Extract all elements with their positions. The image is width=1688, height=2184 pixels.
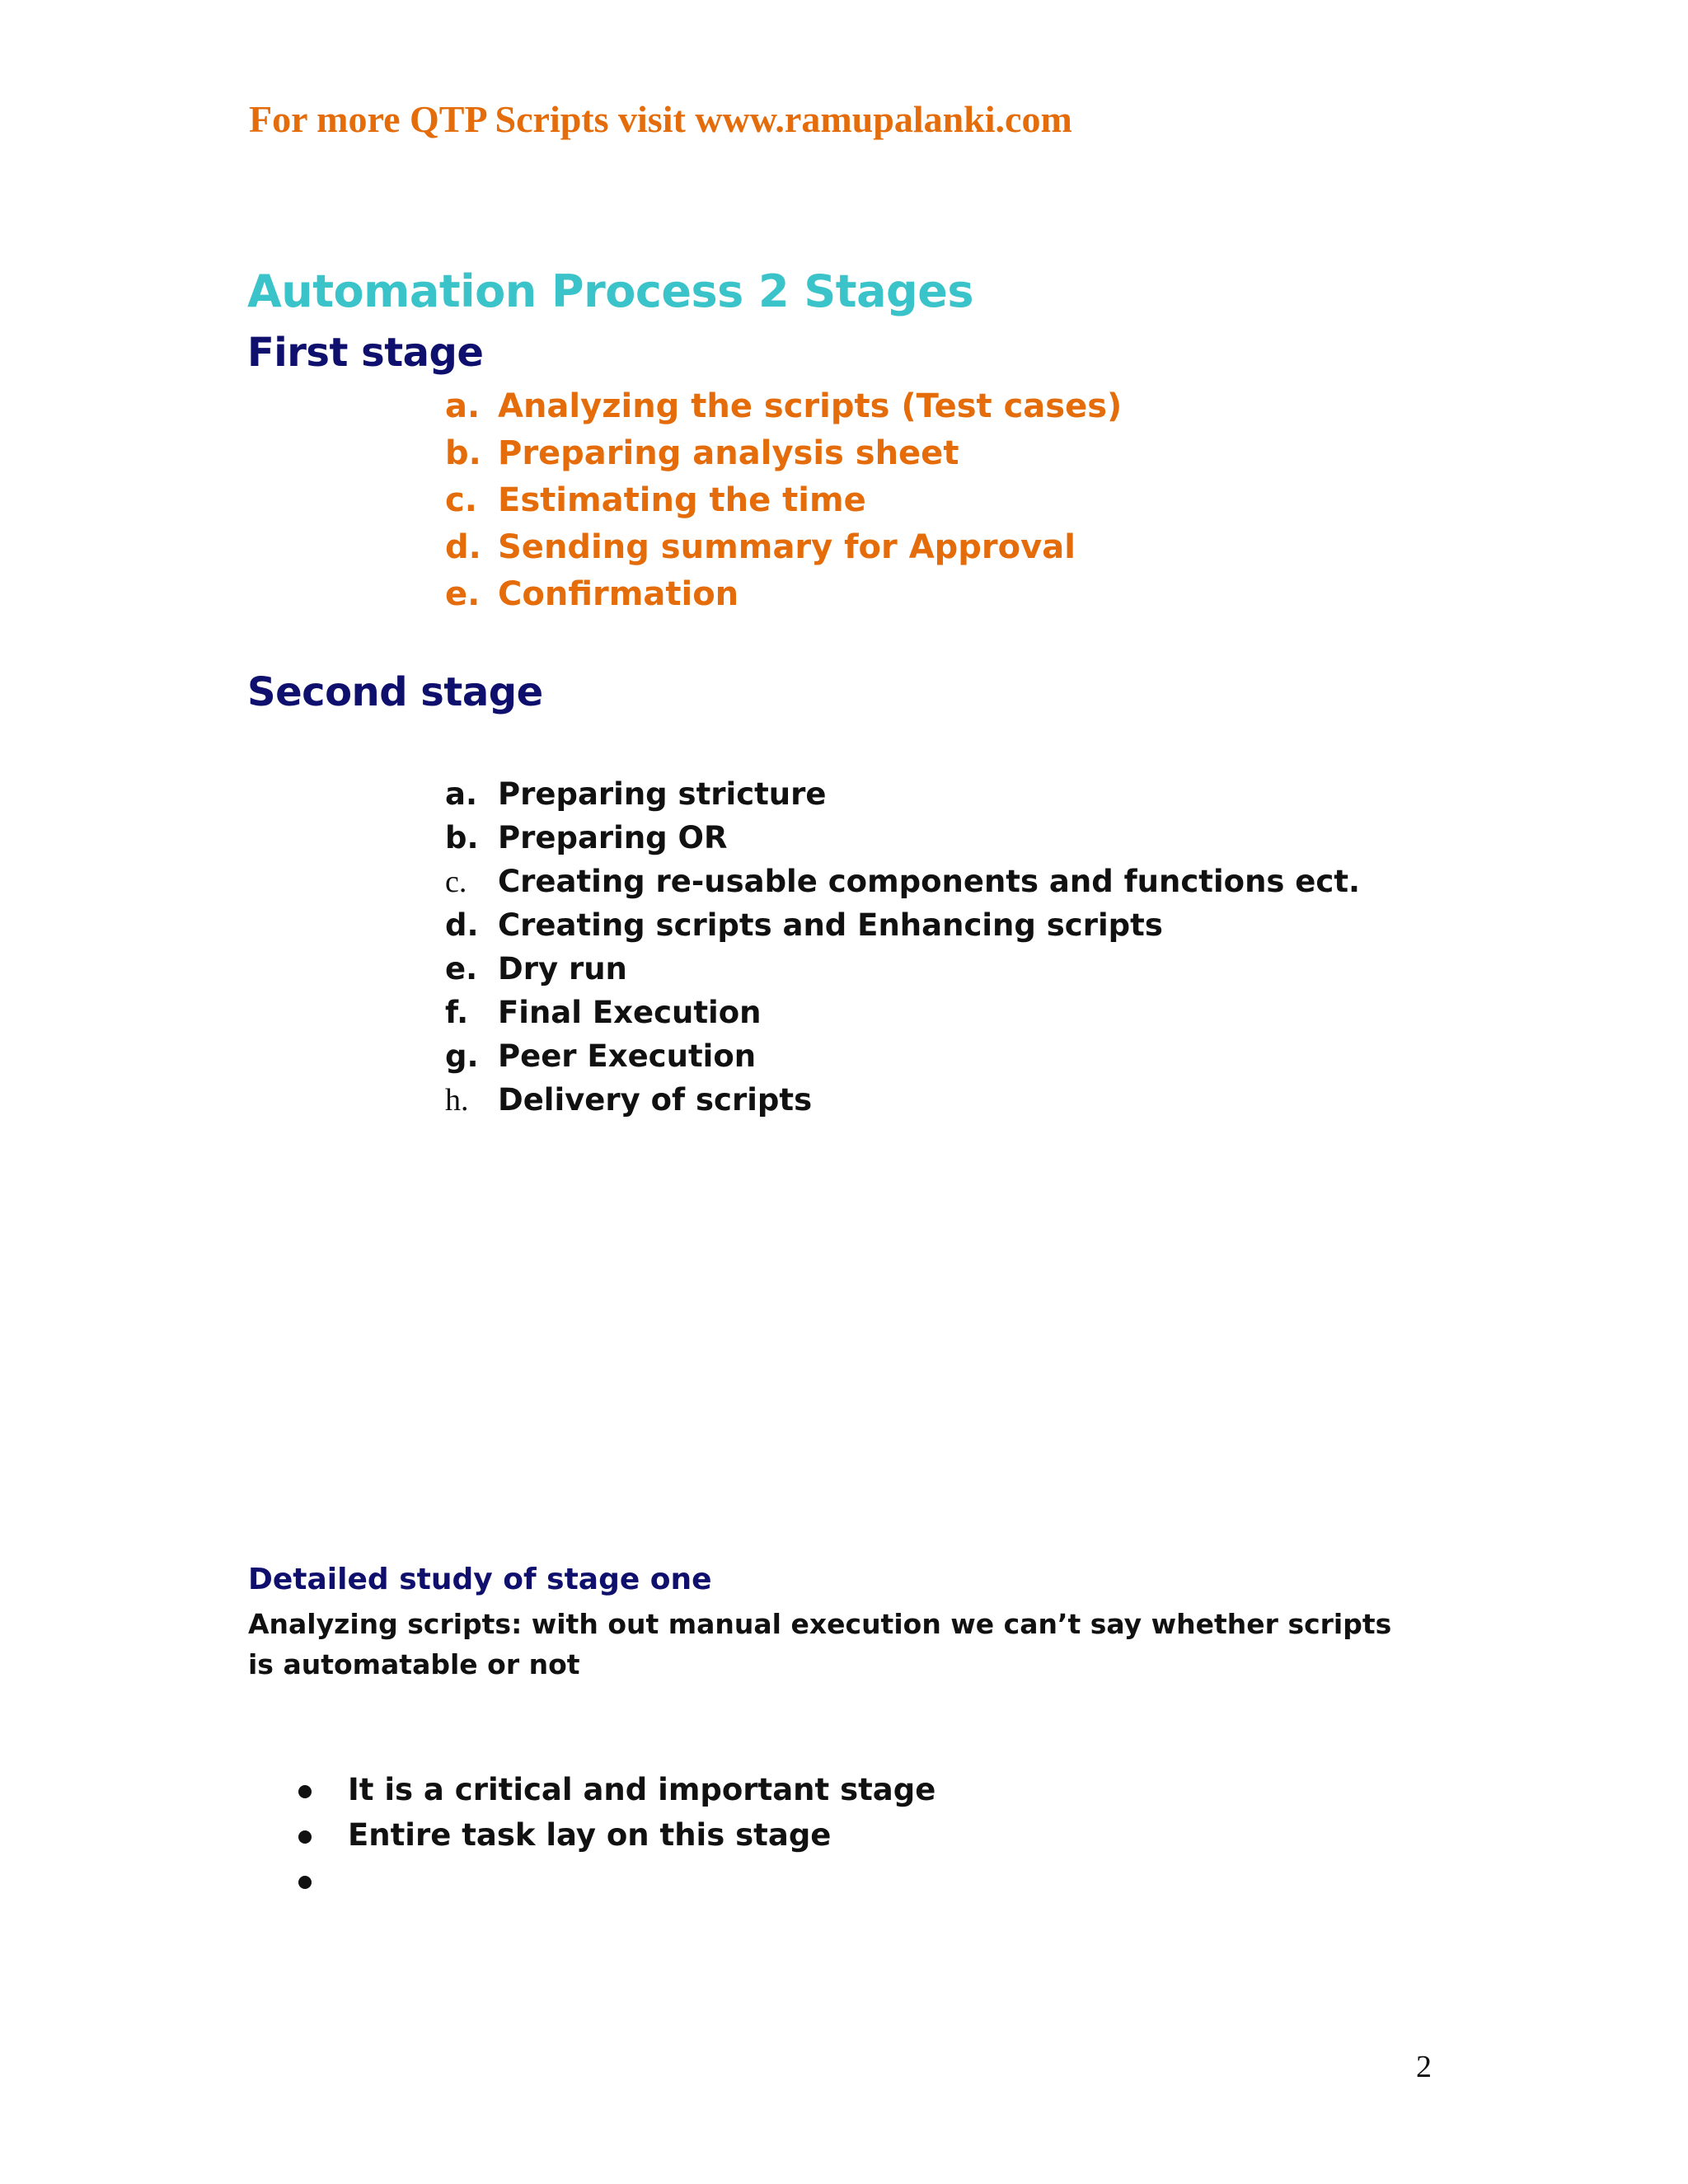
list-marker: a. [445, 776, 478, 812]
list-item-text: Dry run [498, 951, 627, 987]
list-marker: b. [445, 434, 481, 472]
detailed-study-paragraph: Analyzing scripts: with out manual execution we can’t say whether scripts is automatable or not [248, 1608, 1392, 1680]
first-stage-heading: First stage [247, 330, 484, 376]
list-item-text: Final Execution [498, 995, 762, 1030]
list-marker: c. [445, 865, 467, 899]
list-item-text: Creating re-usable components and functions ect. [498, 864, 1361, 899]
list-marker: c. [445, 481, 477, 519]
list-item-text: Sending summary for Approval [498, 528, 1076, 566]
list-marker: d. [445, 907, 479, 943]
list-marker: e. [445, 951, 478, 987]
bullet-item-text: It is a critical and important stage [348, 1772, 936, 1807]
list-item-text: Creating scripts and Enhancing scripts [498, 907, 1163, 943]
list-item-text: Preparing stricture [498, 776, 827, 812]
bullet-item-text: Entire task lay on this stage [348, 1817, 832, 1853]
second-stage-heading: Second stage [247, 669, 543, 715]
list-marker: e. [445, 575, 481, 613]
list-marker: h. [445, 1083, 469, 1118]
page-number: 2 [1416, 2050, 1432, 2084]
list-marker: g. [445, 1038, 479, 1074]
list-item-text: Analyzing the scripts (Test cases) [498, 387, 1123, 425]
list-marker: b. [445, 820, 479, 855]
list-item-text: Estimating the time [498, 481, 866, 519]
list-item-text: Peer Execution [498, 1038, 757, 1074]
list-marker: a. [445, 387, 481, 425]
page-title: Automation Process 2 Stages [247, 265, 973, 317]
bullet-icon [298, 1876, 312, 1889]
list-item-text: Confirmation [498, 575, 739, 613]
detailed-study-heading: Detailed study of stage one [248, 1563, 712, 1596]
bullet-icon [298, 1830, 312, 1844]
header-link-text: For more QTP Scripts visit www.ramupalanki.com [249, 98, 1072, 140]
list-item-text: Preparing analysis sheet [498, 434, 959, 472]
list-item-text: Delivery of scripts [498, 1082, 813, 1118]
list-marker: d. [445, 528, 481, 566]
bullet-icon [298, 1785, 312, 1798]
list-marker: f. [445, 995, 469, 1030]
list-item-text: Preparing OR [498, 820, 728, 855]
